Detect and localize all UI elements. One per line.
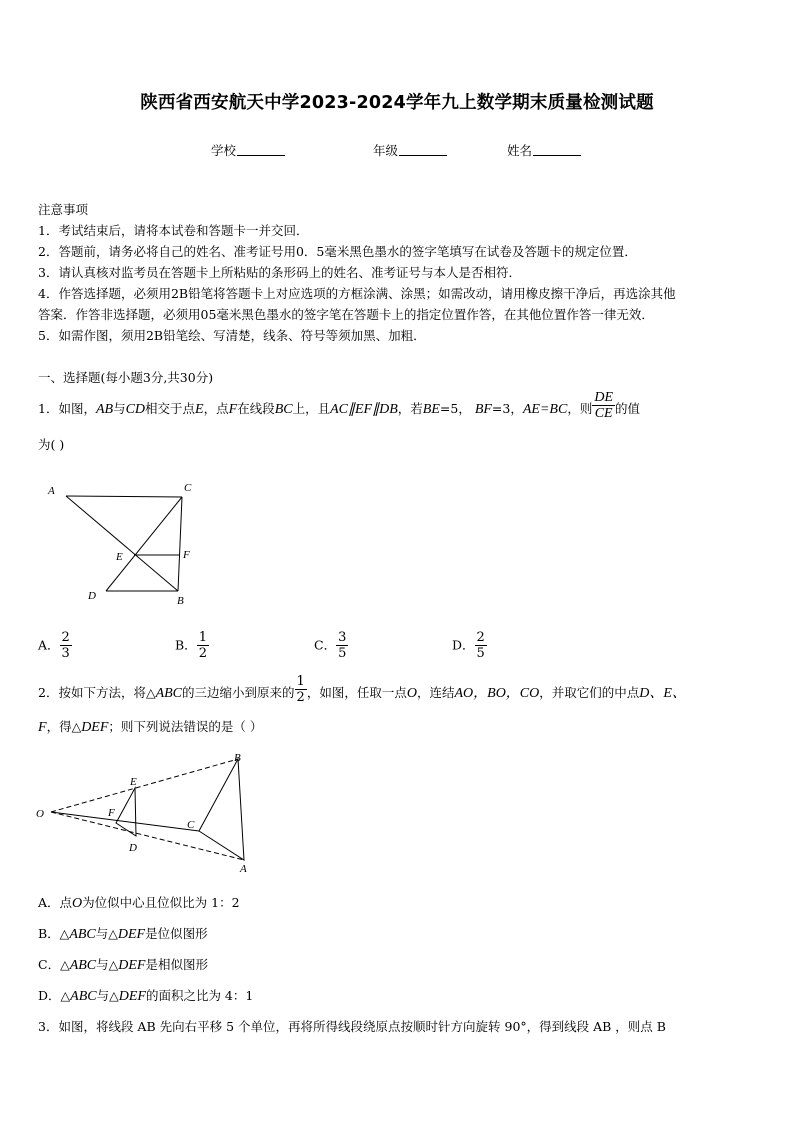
segment-ac	[66, 496, 182, 497]
label-f: F	[183, 549, 190, 561]
label-f: F	[108, 807, 115, 819]
school-blank[interactable]	[237, 143, 285, 156]
segment-cb	[178, 497, 182, 591]
segment-oa	[51, 812, 244, 860]
grade-label: 年级	[373, 143, 399, 158]
label-d: D	[88, 590, 96, 602]
grade-field[interactable]	[373, 141, 447, 159]
q1-fraction: $\frac{DE}{CE}$	[594, 390, 613, 421]
section-heading: 一、选择题(每小题3分,共30分)	[38, 370, 214, 385]
segment-ab	[66, 496, 178, 591]
school-field[interactable]	[211, 141, 285, 159]
notice-item: 答案．作答非选择题，必须用05毫米黑色墨水的签字笔在答题卡上的指定位置作答，在其他位置作答一律无效．	[38, 307, 654, 322]
triangle-def	[116, 788, 136, 836]
label-c: C	[187, 819, 195, 831]
name-label: 姓名	[507, 143, 533, 158]
page-title: 陕西省西安航天中学2023-2024学年九上数学期末质量检测试题	[140, 93, 654, 113]
q1-option-b[interactable]: B． $\frac{1}{2}$	[175, 630, 207, 661]
notice-item: 4．作答选择题，必须用2B铅笔将答题卡上对应选项的方框涂满、涂黑；如需改动，请用橡皮擦干净后，再选涂其他	[38, 286, 676, 301]
label-d: D	[129, 842, 137, 854]
label-b: B	[234, 752, 241, 764]
name-field[interactable]	[507, 141, 581, 159]
triangle-abc	[199, 759, 244, 860]
segment-oc	[51, 812, 199, 831]
notice-heading: 注意事项	[38, 202, 89, 217]
notice-item: 3．请认真核对监考员在答题卡上所粘贴的条形码上的姓名、准考证号与本人是否相符．	[38, 265, 521, 280]
notice-item: 1．考试结束后，请将本试卷和答题卡一并交回．	[38, 223, 309, 238]
notice-item: 5．如需作图，须用2B铅笔绘、写清楚，线条、符号等须加黑、加粗．	[38, 328, 426, 343]
q1-stem: 1．如图，AB与CD相交于点E，点F在线段BC上，且AC∥EF∥DB，若BE=5， BF=3，AE=BC，则 $\frac{DE}{CE}$ 的值	[38, 390, 641, 421]
notice-item: 2．答题前，请务必将自己的姓名、准考证号用0．5毫米黑色墨水的签字笔填写在试卷及答题卡的规定位置．	[38, 244, 637, 259]
school-label: 学校	[211, 143, 237, 158]
q2-option-c[interactable]: C．△ABC与△DEF是相似图形	[38, 957, 208, 973]
name-blank[interactable]	[533, 143, 581, 156]
q1-option-c[interactable]: C． $\frac{3}{5}$	[314, 630, 347, 661]
label-a: A	[48, 485, 55, 497]
label-b: B	[177, 595, 184, 607]
q3-stem: 3．如图，将线段 AB 先向右平移 5 个单位，再将所得线段绕原点按顺时针方向旋转 90°，得到线段 AB ，则点 B	[38, 1019, 666, 1034]
segment-cd	[106, 497, 182, 591]
q2-stem: 2．按如下方法，将△ABC的三边缩小到原来的 $\frac{1}{2}$ ，如图，任取一点O，连结AO，BO，CO，并取它们的中点D、E、	[38, 674, 686, 705]
label-o: O	[36, 808, 44, 820]
q2-option-a[interactable]: A．点O为位似中心且位似比为 1：2	[38, 895, 240, 911]
q2-figure	[34, 748, 264, 880]
label-c: C	[184, 482, 192, 494]
label-a: A	[240, 863, 247, 875]
label-e: E	[116, 551, 123, 563]
q2-stem-cont: F，得△DEF；则下列说法错误的是（ ）	[38, 719, 263, 735]
q1-stem-cont: 为( )	[38, 437, 65, 452]
label-e: E	[130, 776, 137, 788]
q1-figure	[40, 478, 200, 608]
q1-option-d[interactable]: D． $\frac{2}{5}$	[452, 630, 485, 661]
q2-option-d[interactable]: D．△ABC与△DEF的面积之比为 4：1	[38, 988, 254, 1004]
segment-ob	[51, 759, 238, 812]
q1-option-a[interactable]: A． $\frac{2}{3}$	[38, 630, 70, 661]
q2-option-b[interactable]: B．△ABC与△DEF是位似图形	[38, 926, 208, 942]
grade-blank[interactable]	[399, 143, 447, 156]
